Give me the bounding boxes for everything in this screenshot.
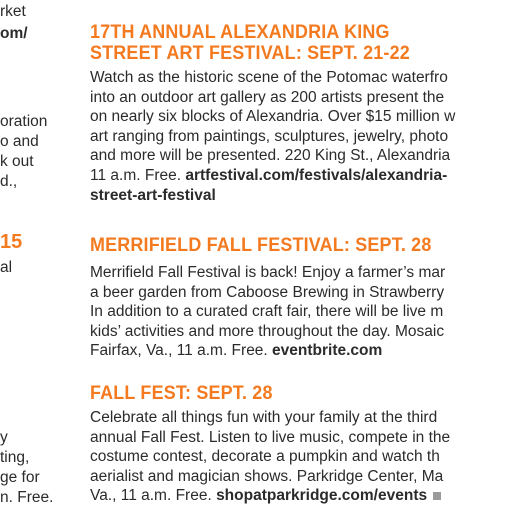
body-line: Watch as the historic scene of the Potomac waterfro	[90, 69, 448, 86]
event-website-link[interactable]: artfestival.com/festivals/alexandria-	[185, 166, 448, 184]
left-column-text-fragment: o and	[0, 133, 39, 150]
left-column-fragment	[0, 0, 70, 512]
event-title-line: MERRIFIELD FALL FESTIVAL: SEPT. 28	[90, 234, 432, 256]
body-line: art ranging from paintings, sculptures, jewelry, photo	[90, 127, 449, 145]
body-line: Celebrate all things fun with your family at the third	[90, 409, 438, 426]
body-line: and more will be presented. 220 King St., Alexandria	[90, 147, 451, 165]
body-line: kids’ activities and more throughout the day. Mosaic	[90, 322, 445, 340]
event-info-text: 11 a.m. Free.	[90, 166, 186, 184]
body-line: aerialist and magician shows. Parkridge Center, Ma	[90, 467, 444, 485]
events-column	[90, 0, 512, 512]
left-column-text-fragment: n. Free.	[0, 489, 54, 506]
body-line: In addition to a curated craft fair, there will be live m	[90, 303, 444, 321]
event-website-link[interactable]: shopatparkridge.com/events	[216, 487, 428, 505]
body-line-with-link	[90, 166, 512, 186]
left-column-text-fragment: rket	[0, 3, 26, 20]
left-column-text-fragment: al	[0, 259, 13, 276]
event-title-fall-fest	[90, 383, 273, 404]
left-column-text-fragment: ting,	[0, 449, 30, 466]
left-column-text-fragment: 15	[0, 231, 23, 253]
event-title-line: 17TH ANNUAL ALEXANDRIA KING	[90, 21, 390, 43]
event-title-alexandria-art-festival	[90, 22, 410, 64]
left-column-text-fragment: y	[0, 429, 8, 446]
event-body-alexandria-art-festival	[90, 68, 512, 205]
event-title-line: STREET ART FESTIVAL: SEPT. 21-22	[90, 42, 410, 64]
event-title-merrifield-fall-festival	[90, 235, 432, 256]
body-line: annual Fall Fest. Listen to live music, compete in the	[90, 428, 451, 446]
body-line: Merrifield Fall Festival is back! Enjoy a farmer’s mar	[90, 264, 446, 281]
end-of-article-icon	[433, 492, 441, 500]
left-column-text-fragment: d.,	[0, 173, 18, 190]
event-body-fall-fest	[90, 408, 512, 506]
event-website-link-continued[interactable]: street-art-festival	[90, 186, 216, 204]
event-info-text: Fairfax, Va., 11 a.m. Free.	[90, 342, 273, 360]
event-title-line: FALL FEST: SEPT. 28	[90, 382, 273, 404]
left-column-text-fragment: k out	[0, 153, 34, 170]
body-line: costume contest, decorate a pumpkin and watch th	[90, 448, 440, 466]
body-line: a beer garden from Caboose Brewing in Strawberry	[90, 283, 445, 301]
event-website-link[interactable]: eventbrite.com	[272, 342, 383, 360]
left-column-text-fragment: om/	[0, 25, 28, 42]
body-line-with-link	[90, 486, 512, 506]
body-line-with-link	[90, 341, 512, 361]
left-column-text-fragment: ge for	[0, 469, 40, 486]
event-body-merrifield-fall-festival	[90, 263, 512, 361]
event-info-text: Va., 11 a.m. Free.	[90, 487, 217, 505]
body-line: on nearly six blocks of Alexandria. Over $15 million w	[90, 108, 456, 126]
body-line: into an outdoor art gallery as 200 artists present the	[90, 88, 445, 106]
left-column-text-fragment: oration	[0, 113, 48, 130]
